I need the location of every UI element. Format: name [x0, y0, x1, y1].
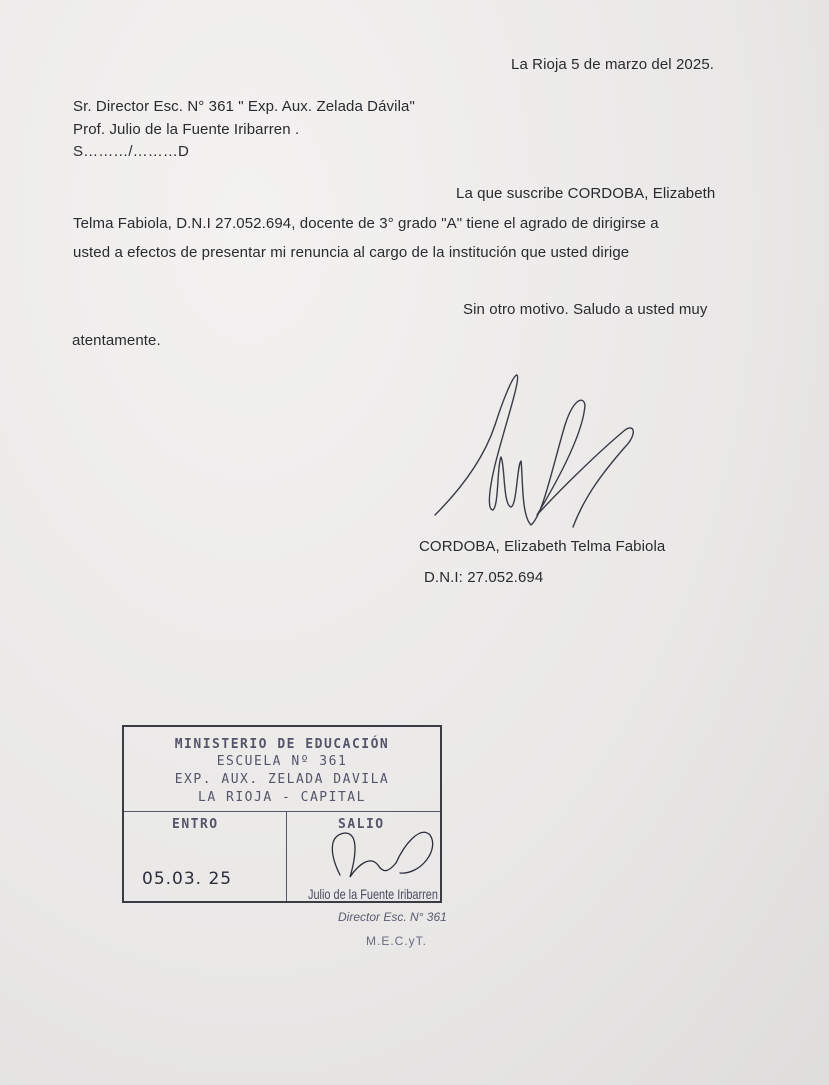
closing-line-2: atentamente.	[72, 332, 161, 349]
body-line-3: usted a efectos de presentar mi renuncia al cargo de la institución que usted dirige	[73, 244, 630, 261]
body-line-2: Telma Fabiola, D.N.I 27.052.694, docente de 3° grado "A" tiene el agrado de dirigirse a	[73, 215, 659, 232]
recipient-line-3: S………/………D	[73, 143, 189, 160]
director-org: M.E.C.yT.	[366, 934, 428, 948]
signer-name: CORDOBA, Elizabeth Telma Fabiola	[419, 538, 666, 555]
stamp-entry-date: 05.03. 25	[142, 869, 233, 889]
recipient-line-1: Sr. Director Esc. N° 361 " Exp. Aux. Zelada Dávila"	[73, 98, 415, 115]
stamp-ministry: MINISTERIO DE EDUCACIÓN	[174, 737, 390, 752]
director-name: Julio de la Fuente Iribarren	[308, 886, 438, 902]
stamp-school-name: EXP. AUX. ZELADA DAVILA	[174, 772, 390, 787]
signer-dni: D.N.I: 27.052.694	[424, 569, 544, 586]
stamp-school: ESCUELA Nº 361	[216, 754, 348, 769]
stamp-divider-vertical	[286, 811, 287, 901]
stamp-entro-label: ENTRO	[172, 817, 219, 832]
stamp-salio-label: SALIO	[338, 817, 385, 832]
director-signature	[300, 815, 450, 895]
closing-line-1: Sin otro motivo. Saludo a usted muy	[463, 301, 708, 318]
recipient-line-2: Prof. Julio de la Fuente Iribarren .	[73, 121, 300, 138]
handwritten-signature	[425, 365, 645, 540]
letter-date: La Rioja 5 de marzo del 2025.	[511, 56, 715, 73]
stamp-location: LA RIOJA - CAPITAL	[198, 790, 366, 805]
director-title: Director Esc. N° 361	[338, 910, 447, 924]
stamp-divider-horizontal	[124, 811, 440, 812]
body-line-1: La que suscribe CORDOBA, Elizabeth	[456, 185, 716, 202]
